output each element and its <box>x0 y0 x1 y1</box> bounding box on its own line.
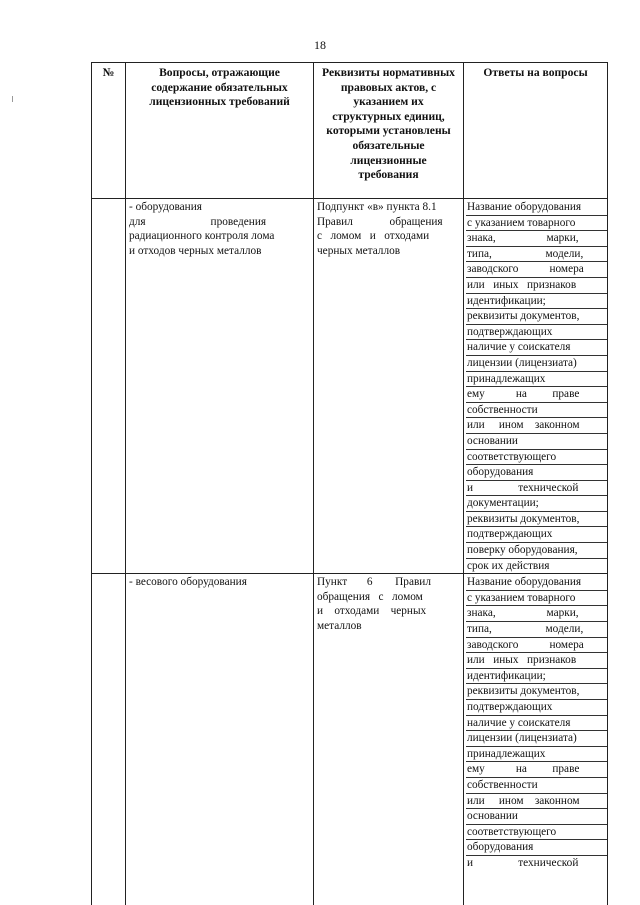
requisite-cell <box>314 574 464 905</box>
cell-line: ему на праве <box>466 762 607 778</box>
cell-line: наличие у соискателя <box>466 340 607 356</box>
header-num: № <box>92 63 126 199</box>
cell-line: или ином законном <box>466 794 607 810</box>
cell-line: металлов <box>317 620 362 633</box>
cell-line: - оборудования <box>129 201 202 213</box>
cell-line: принадлежащих <box>466 747 607 763</box>
cell-line: черных металлов <box>317 244 401 257</box>
cell-line: принадлежащих <box>466 372 607 388</box>
cell-line: Название оборудования <box>466 200 607 216</box>
cell-line: или иных признаков <box>466 653 607 669</box>
cell-line: собственности <box>466 778 607 794</box>
header-requisites: Реквизиты нормативных правовых актов, с указанием их структурных единиц, которыми установлены обязательные лицензионные требования <box>314 63 464 199</box>
cell-line: заводского номера <box>466 638 607 654</box>
cell-line: лицензии (лицензиата) <box>466 356 607 372</box>
cell-line: поверку оборудования, <box>466 543 607 559</box>
cell-line: Название оборудования <box>466 575 607 591</box>
cell-line: собственности <box>466 403 607 419</box>
cell-line: документации; <box>466 496 607 512</box>
cell-line: подтверждающих <box>466 700 607 716</box>
cell-line: реквизиты документов, <box>466 684 607 700</box>
answer-cell <box>464 574 608 905</box>
cell-line: основании <box>466 434 607 450</box>
cell-line: знака, марки, <box>466 606 607 622</box>
cell-line: ему на праве <box>466 387 607 403</box>
cell-line: реквизиты документов, <box>466 309 607 325</box>
table-header-row <box>92 63 608 199</box>
cell-line: знака, марки, <box>466 231 607 247</box>
cell-line: подтверждающих <box>466 527 607 543</box>
cell-line: с указанием товарного <box>466 216 607 232</box>
page-number: 18 <box>314 38 326 52</box>
cell-line: соответствующего <box>466 450 607 466</box>
cell-line: обращения с ломом <box>317 590 423 603</box>
cell-line: и технической <box>466 481 607 497</box>
answer-cell <box>464 199 608 574</box>
row-num-cell <box>92 199 126 574</box>
cell-line: для проведения <box>129 215 267 228</box>
table-row <box>92 574 608 905</box>
question-cell <box>126 574 314 905</box>
cell-line: типа, модели, <box>466 247 607 263</box>
cell-line: оборудования <box>466 840 607 856</box>
cell-line: Пункт 6 Правил <box>317 576 431 589</box>
cell-line: лицензии (лицензиата) <box>466 731 607 747</box>
cell-line: основании <box>466 809 607 825</box>
cell-line: с ломом и отходами <box>317 230 430 243</box>
cell-line: идентификации; <box>466 669 607 685</box>
row-num-cell <box>92 574 126 905</box>
cell-line: радиационного контроля лома <box>129 230 275 243</box>
cell-line: наличие у соискателя <box>466 716 607 732</box>
question-cell <box>126 199 314 574</box>
table-row <box>92 199 608 574</box>
cell-line: и отходов черных металлов <box>129 244 262 257</box>
cell-line: с указанием товарного <box>466 591 607 607</box>
cell-line: Правил обращения <box>317 215 443 228</box>
requirements-table <box>91 62 608 905</box>
cell-line: идентификации; <box>466 294 607 310</box>
cell-line: или иных признаков <box>466 278 607 294</box>
margin-mark <box>12 96 13 102</box>
cell-line: реквизиты документов, <box>466 512 607 528</box>
header-answers: Ответы на вопросы <box>464 63 608 199</box>
header-questions: Вопросы, отражающие содержание обязательных лицензионных требований <box>126 63 314 199</box>
cell-line: оборудования <box>466 465 607 481</box>
cell-line: срок их действия <box>467 559 550 572</box>
cell-line: заводского номера <box>466 262 607 278</box>
cell-line: Подпункт «в» пункта 8.1 <box>317 201 437 213</box>
cell-line: типа, модели, <box>466 622 607 638</box>
cell-line: соответствующего <box>466 825 607 841</box>
cell-line: подтверждающих <box>466 325 607 341</box>
cell-line: и отходами черных <box>317 605 427 618</box>
requisite-cell <box>314 199 464 574</box>
cell-line: и технической <box>467 856 579 869</box>
cell-line: или ином законном <box>466 418 607 434</box>
cell-line: - весового оборудования <box>129 576 247 589</box>
